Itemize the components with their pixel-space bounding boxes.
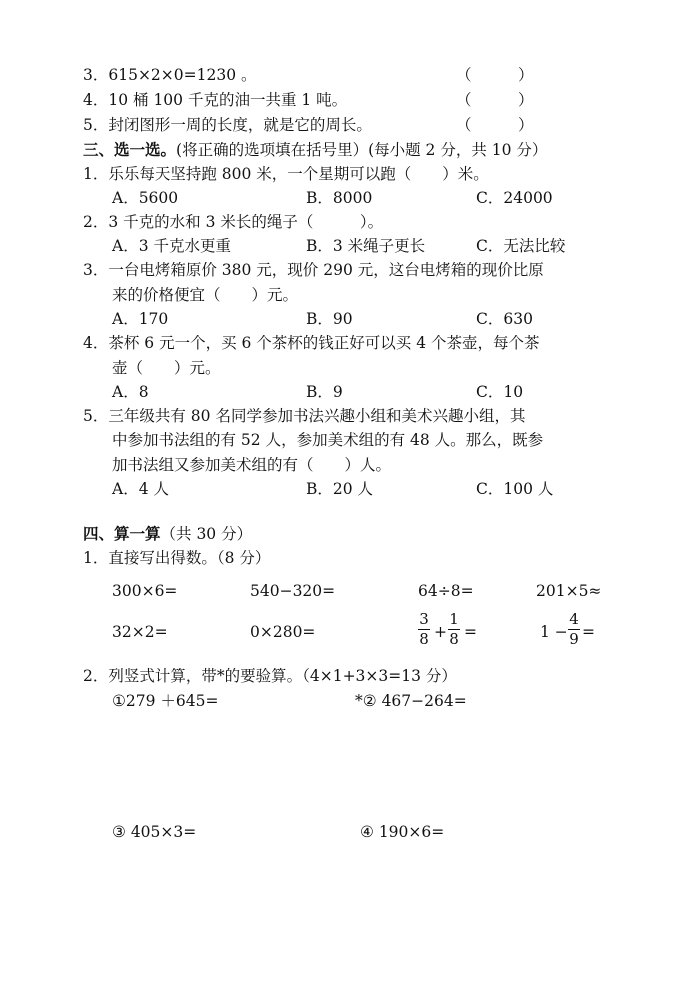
option-a[interactable]: A．5600 (112, 189, 179, 207)
calc-item: 201×5≈ (536, 582, 602, 600)
question-line: 5．三年级共有 80 名同学参加书法兴趣小组和美术兴趣小组，其 (83, 407, 526, 425)
calc-item: 540−320= (250, 582, 336, 600)
section-heading: 四、算一算 (83, 524, 161, 543)
section-heading: 三、选一选。 (83, 140, 177, 159)
question-line: 1．乐乐每天坚持跑 800 米，一个星期可以跑（ ）米。 (83, 165, 489, 183)
answer-space[interactable] (112, 715, 652, 815)
option-b[interactable]: B．90 (306, 310, 353, 328)
option-c[interactable]: C．24000 (476, 189, 553, 207)
option-b[interactable]: B．3 米绳子更长 (306, 237, 426, 255)
calc-item: 64÷8= (418, 582, 474, 600)
fraction-expression: 3 8 + 1 8 = (419, 610, 477, 648)
option-b[interactable]: B．9 (306, 383, 343, 401)
calc-item: 0×280= (250, 623, 316, 641)
section3-header (83, 139, 547, 161)
option-c[interactable]: C．100 人 (476, 480, 554, 498)
question-line: 3．一台电烤箱原价 380 元，现价 290 元，这台电烤箱的现价比原 (83, 261, 544, 279)
fraction: 3 8 (419, 610, 429, 648)
vertical-calc-item: *② 467−264= (355, 692, 467, 710)
option-b[interactable]: B．8000 (306, 189, 373, 207)
section-note: （共 30 分） (160, 525, 253, 543)
subquestion-title: 2．列竖式计算，带*的要验算。（4×1+3×3=13 分） (83, 667, 457, 685)
question-line: 加书法组又参加美术组的有（ ）人。 (112, 456, 392, 474)
judge-item-4: 4．10 桶 100 千克的油一共重 1 吨。 (83, 91, 348, 109)
vertical-calc-item: ③ 405×3= (112, 823, 197, 841)
option-a[interactable]: A．3 千克水更重 (112, 237, 231, 255)
option-c[interactable]: C．无法比较 (476, 237, 566, 255)
fraction: 4 9 (569, 610, 579, 648)
calc-item: 300×6= (112, 582, 178, 600)
vertical-calc-item: ①279 ＋645= (112, 692, 219, 710)
question-line: 4．茶杯 6 元一个，买 6 个茶杯的钱正好可以买 4 个茶壶，每个茶 (83, 334, 540, 352)
judge-item-5: 5．封闭图形一周的长度，就是它的周长。 (83, 116, 372, 134)
option-a[interactable]: A．170 (112, 310, 169, 328)
option-a[interactable]: A．8 (112, 383, 149, 401)
vertical-calc-item: ④ 190×6= (360, 823, 445, 841)
option-c[interactable]: C．10 (476, 383, 524, 401)
judge-answer-paren-3[interactable]: （ ） (456, 66, 534, 84)
section-note: (将正确的选项填在括号里）(每小题 2 分，共 10 分） (176, 141, 548, 159)
subquestion-title: 1．直接写出得数。（8 分） (83, 549, 271, 567)
question-line: 壶（ ）元。 (112, 359, 221, 377)
fraction-expression: 1 − 4 9 = (540, 610, 595, 648)
question-line: 2．3 千克的水和 3 米长的绳子（ ）。 (83, 213, 384, 231)
option-a[interactable]: A．4 人 (112, 480, 169, 498)
judge-answer-paren-4[interactable]: （ ） (456, 91, 534, 109)
question-line: 中参加书法组的有 52 人，参加美术组的有 48 人。那么，既参 (112, 431, 544, 449)
section4-header (83, 523, 252, 545)
question-line: 来的价格便宜（ ）元。 (112, 286, 299, 304)
fraction: 1 8 (449, 610, 459, 648)
calc-item: 32×2= (112, 623, 168, 641)
option-b[interactable]: B．20 人 (306, 480, 374, 498)
option-c[interactable]: C．630 (476, 310, 533, 328)
judge-answer-paren-5[interactable]: （ ） (456, 116, 534, 134)
answer-space[interactable] (112, 846, 652, 956)
judge-item-3: 3．615×2×0=1230 。 (83, 66, 257, 84)
